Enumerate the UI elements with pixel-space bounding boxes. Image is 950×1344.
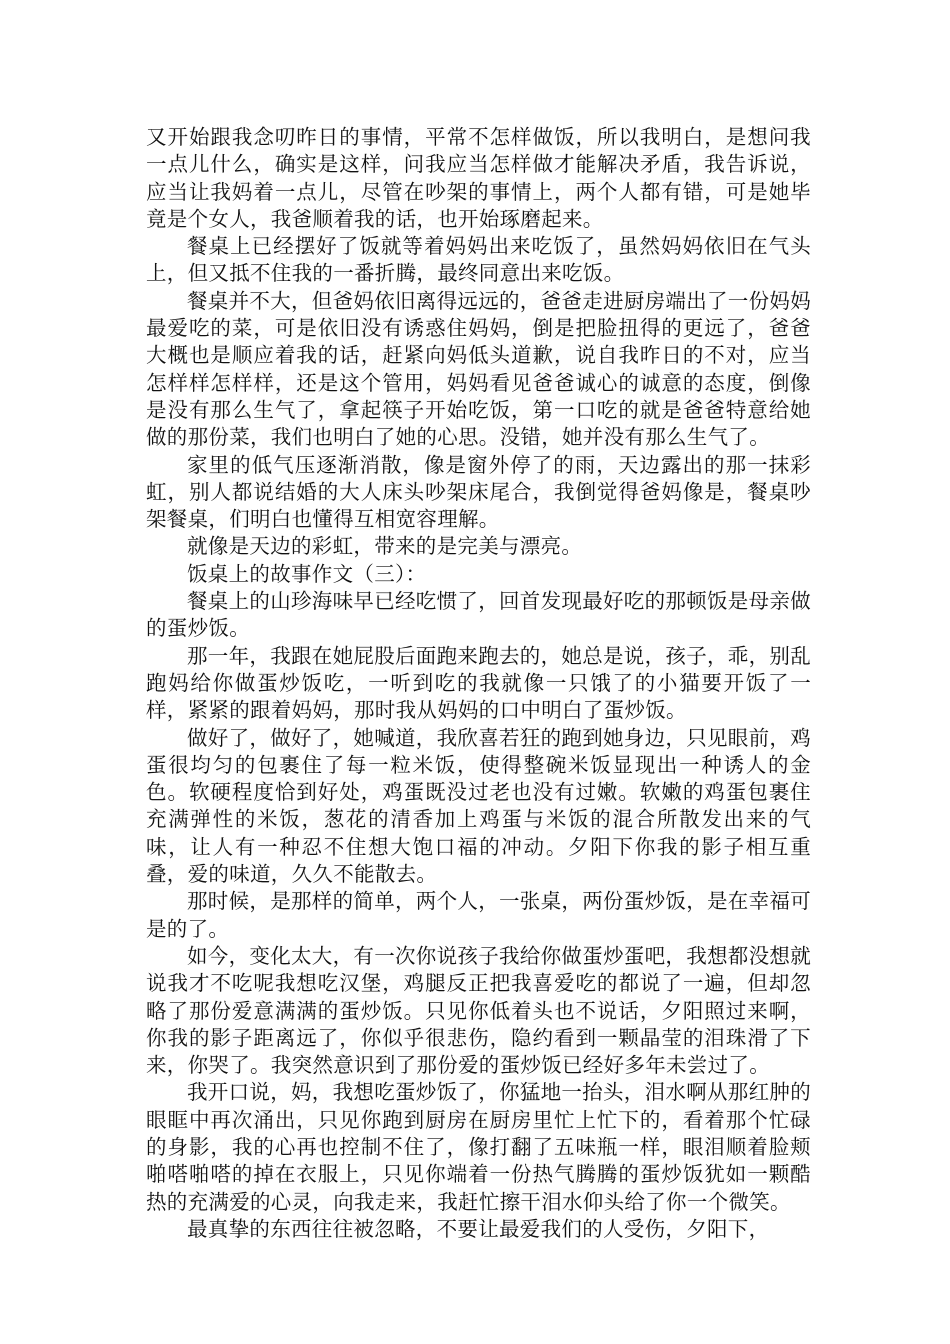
paragraph-12: 我开口说，妈，我想吃蛋炒饭了，你猛地一抬头，泪水啊从那红肿的眼眶中再次涌出，只见你跑到厨房在厨房里忙上忙下的，看着那个忙碌的身影，我的心再也控制不住了，像打翻了五味瓶一样，眼泪顺着脸颊啪嗒啪嗒的掉在衣服上，只见你端着一份热气腾腾的蛋炒饭犹如一颗酷热的充满爱的心灵，向我走来，我赶忙擦干泪水仰头给了你一个微笑。 — [146, 1080, 811, 1214]
paragraph-5: 就像是天边的彩虹，带来的是完美与漂亮。 — [187, 534, 583, 559]
essay-body — [146, 124, 811, 1243]
paragraph-13: 最真挚的东西往往被忽略，不要让最爱我们的人受伤，夕阳下， — [187, 1216, 770, 1241]
paragraph-3: 餐桌并不大，但爸妈依旧离得远远的，爸爸走进厨房端出了一份妈妈最爱吃的菜，可是依旧没有诱惑住妈妈，倒是把脸扭得的更远了，爸爸大概也是顺应着我的话，赶紧向妈低头道歉，说自我昨日的不对，应当怎样样怎样样，还是这个管用，妈妈看见爸爸诚心的诚意的态度，倒像是没有那么生气了，拿起筷子开始吃饭，第一口吃的就是爸爸特意给她做的那份菜，我们也明白了她的心思。没错，她并没有那么生气了。 — [146, 288, 811, 450]
paragraph-8: 那一年，我跟在她屁股后面跑来跑去的，她总是说，孩子，乖，别乱跑妈给你做蛋炒饭吃，一听到吃的我就像一只饿了的小猫要开饭了一样，紧紧的跟着妈妈，那时我从妈妈的口中明白了蛋炒饭。 — [146, 643, 811, 723]
paragraph-2: 餐桌上已经摆好了饭就等着妈妈出来吃饭了，虽然妈妈依旧在气头上，但又抵不住我的一番折腾，最终同意出来吃饭。 — [146, 234, 811, 286]
paragraph-4: 家里的低气压逐渐消散，像是窗外停了的雨，天边露出的那一抹彩虹，别人都说结婚的大人床头吵架床尾合，我倒觉得爸妈像是，餐桌吵架餐桌，们明白也懂得互相宽容理解。 — [146, 452, 811, 532]
paragraph-1: 又开始跟我念叨昨日的事情，平常不怎样做饭，所以我明白，是想问我一点儿什么，确实是这样，问我应当怎样做才能解决矛盾，我告诉说，应当让我妈着一点儿，尽管在吵架的事情上，两个人都有错，可是她毕竟是个女人，我爸顺着我的话，也开始琢磨起来。 — [146, 125, 811, 231]
paragraph-9: 做好了，做好了，她喊道，我欣喜若狂的跑到她身边，只见眼前，鸡蛋很均匀的包裹住了每一粒米饭，使得整碗米饭显现出一种诱人的金色。软硬程度恰到好处，鸡蛋既没过老也没有过嫩。软嫩的鸡蛋包裹住充满弹性的米饭，葱花的清香加上鸡蛋与米饭的混合所散发出来的气味，让人有一种忍不住想大饱口福的冲动。夕阳下你我的影子相互重叠，爱的味道，久久不能散去。 — [146, 725, 811, 887]
section-heading: 饭桌上的故事作文（三）： — [187, 561, 427, 586]
paragraph-7: 餐桌上的山珍海味早已经吃惯了，回首发现最好吃的那顿饭是母亲做的蛋炒饭。 — [146, 589, 811, 641]
paragraph-10: 那时候，是那样的简单，两个人，一张桌，两份蛋炒饭，是在幸福可是的了。 — [146, 889, 811, 941]
paragraph-11: 如今，变化太大，有一次你说孩子我给你做蛋炒蛋吧，我想都没想就说我才不吃呢我想吃汉堡，鸡腿反正把我喜爱吃的都说了一遍，但却忽略了那份爱意满满的蛋炒饭。只见你低着头也不说话，夕阳照过来啊，你我的影子距离远了，你似乎很悲伤，隐约看到一颗晶莹的泪珠滑了下来，你哭了。我突然意识到了那份爱的蛋炒饭已经好多年未尝过了。 — [146, 943, 811, 1078]
